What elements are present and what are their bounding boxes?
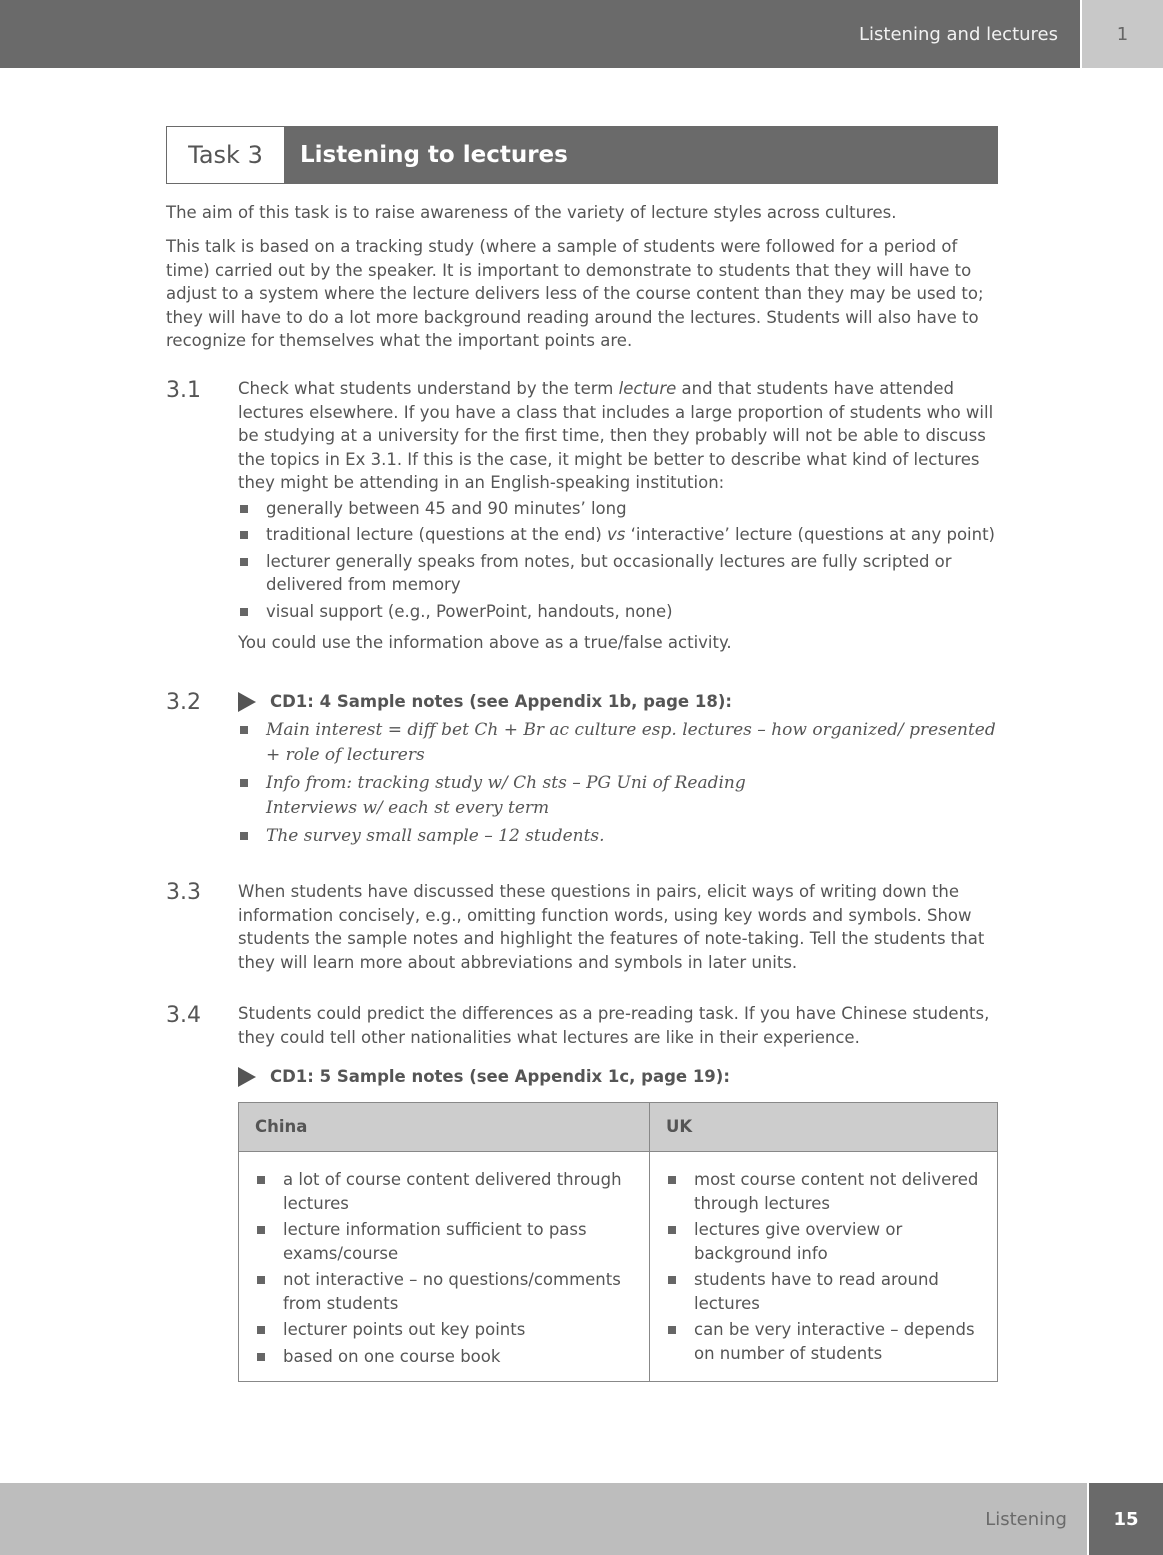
list-item: The survey small sample – 12 students.: [238, 824, 998, 849]
list-item: visual support (e.g., PowerPoint, handouts, none): [238, 600, 998, 624]
footer-bar: [0, 1483, 1087, 1555]
section-3-4: [238, 1002, 998, 1089]
list-item: students have to read around lectures: [666, 1268, 981, 1315]
cd-track-label: CD1: 5 Sample notes (see Appendix 1c, page 19):: [270, 1067, 730, 1086]
list-item: Info from: tracking study w/ Ch sts – PG Uni of Reading: [238, 771, 998, 796]
text-run: and that students have attended lectures elsewhere. If you have a class that includes a large proportion of students who will be studying at a university for the first time, then they probably will not be able to discuss the topics in Ex 3.1. If this is the case, it might be better to describe what kind of lectures they might be attending in an English-speaking institution:: [238, 379, 994, 492]
list-item-continuation: Interviews w/ each st every term: [266, 797, 550, 818]
text-run: ‘interactive’ lecture (questions at any point): [625, 525, 995, 544]
uk-cell: [650, 1152, 998, 1382]
unit-number: 1: [1116, 24, 1129, 45]
list-item: lectures give overview or background info: [666, 1218, 981, 1265]
china-cell: [239, 1152, 650, 1382]
cd-track-label: CD1: 4 Sample notes (see Appendix 1b, page 18):: [270, 692, 732, 711]
top-header-bar: [0, 0, 1080, 68]
list-item: lecturer generally speaks from notes, but occasionally lectures are fully scripted or delivered from memory: [238, 550, 998, 597]
play-icon: [238, 692, 256, 712]
emphasis-lecture: lecture: [618, 379, 677, 398]
list-item: based on one course book: [255, 1345, 633, 1369]
intro-paragraph-1: The aim of this task is to raise awareness of the variety of lecture styles across cultures.: [166, 203, 897, 222]
section-3-1-paragraph: [238, 377, 998, 495]
list-item: not interactive – no questions/comments from students: [255, 1268, 633, 1315]
footer-section: Listening: [985, 1509, 1067, 1530]
list-item: lecturer points out key points: [255, 1318, 633, 1342]
text-run: Check what students understand by the term: [238, 379, 619, 398]
sample-notes-list: [238, 718, 998, 849]
task-heading: [166, 126, 998, 184]
table-header-row: [239, 1103, 998, 1152]
section-3-1-closing: You could use the information above as a true/false activity.: [238, 633, 732, 652]
section-number-3-2: 3.2: [166, 690, 201, 715]
section-number-3-4: 3.4: [166, 1003, 201, 1028]
page-number-tab: [1089, 1483, 1163, 1555]
section-3-4-text: Students could predict the differences as a pre-reading task. If you have Chinese students, they could tell other nationalities what lectures are like in their experience.: [238, 1004, 990, 1047]
cd-track-4: [238, 690, 998, 714]
cd-track-5: [238, 1065, 998, 1089]
list-item: [238, 523, 998, 547]
page-number: 15: [1113, 1509, 1139, 1530]
section-number-3-1: 3.1: [166, 378, 201, 403]
list-item: most course content not delivered through lectures: [666, 1168, 981, 1215]
comparison-table: [238, 1102, 998, 1382]
list-item: can be very interactive – depends on number of students: [666, 1318, 981, 1365]
intro-paragraph-2: This talk is based on a tracking study (where a sample of students were followed for a period of time) carried out by the speaker. It is important to demonstrate to students that they will have to adjust to a system where the lecture delivers less of the course content than they may be used to; they will have to do a lot more background reading around the lectures. Students will also have to recognize for themselves what the important points are.: [166, 237, 984, 350]
list-item: generally between 45 and 90 minutes’ long: [238, 497, 998, 521]
list-item: Main interest = diff bet Ch + Br ac culture esp. lectures – how organized/ presented + role of lecturers: [238, 718, 998, 768]
china-list: [255, 1168, 633, 1368]
uk-list: [666, 1168, 981, 1365]
play-icon: [238, 1067, 256, 1087]
section-3-1: [238, 377, 998, 655]
section-number-3-3: 3.3: [166, 880, 201, 905]
running-header: Listening and lectures: [859, 24, 1058, 45]
unit-tab: [1082, 0, 1163, 68]
text-run: traditional lecture (questions at the end): [266, 525, 607, 544]
list-item: a lot of course content delivered through lectures: [255, 1168, 633, 1215]
emphasis-vs: vs: [607, 525, 626, 544]
column-header-uk: UK: [650, 1103, 998, 1152]
lecture-types-list: [238, 497, 998, 624]
list-item: lecture information sufficient to pass exams/course: [255, 1218, 633, 1265]
section-3-2: [238, 690, 998, 852]
table-row: [239, 1152, 998, 1382]
task-title: Listening to lectures: [284, 127, 997, 183]
task-label: Task 3: [167, 127, 284, 183]
section-3-3-text: When students have discussed these questions in pairs, elicit ways of writing down the information concisely, e.g., omitting function words, using key words and symbols. Show students the sample notes and highlight the features of note-taking. Tell the students that they will learn more about abbreviations and symbols in later units.: [238, 882, 985, 972]
column-header-china: China: [239, 1103, 650, 1152]
